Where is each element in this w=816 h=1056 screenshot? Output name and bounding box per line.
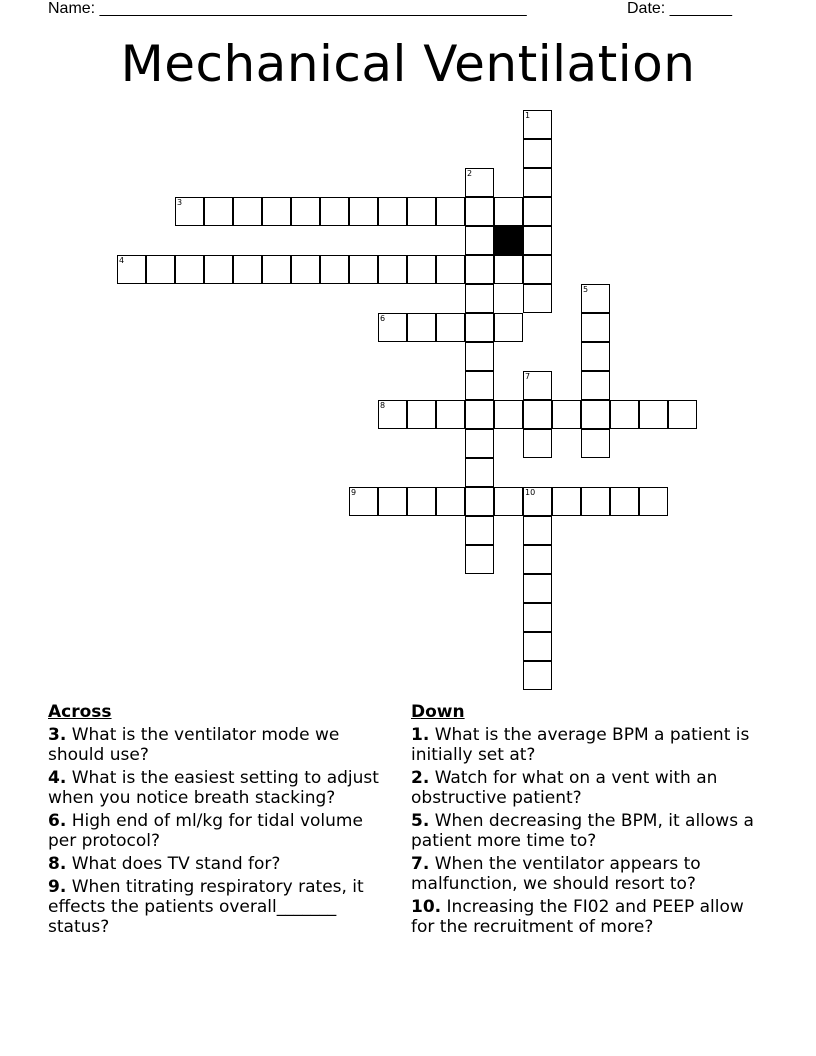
across-clues [48,702,388,940]
clue-number: 6. [48,811,67,831]
clue-text: Increasing the FI02 and PEEP allow for the recruitment of more? [411,897,744,937]
grid-cell[interactable] [552,400,581,429]
clue-number: 10. [411,897,442,917]
grid-cell[interactable] [320,255,349,284]
clue-text: High end of ml/kg for tidal volume per protocol? [48,811,363,851]
grid-cell[interactable] [523,516,552,545]
grid-cell[interactable] [465,168,494,197]
clue-number: 1. [411,725,430,745]
clue-text: When decreasing the BPM, it allows a patient more time to? [411,811,754,851]
grid-cell[interactable] [349,197,378,226]
name-field-label: Name: ________________________________________________ [48,0,527,17]
grid-cell[interactable] [668,400,697,429]
grid-cell[interactable] [523,226,552,255]
grid-cell[interactable] [581,284,610,313]
grid-cell[interactable] [378,400,407,429]
grid-cell[interactable] [494,487,523,516]
page-title: Mechanical Ventilation [120,35,696,93]
cell-number: 8 [380,401,386,410]
grid-cell[interactable] [117,255,146,284]
grid-cell[interactable] [465,429,494,458]
grid-cell[interactable] [436,197,465,226]
grid-cell[interactable] [523,110,552,139]
grid-cell[interactable] [436,487,465,516]
grid-cell[interactable] [233,255,262,284]
clue-text: What is the easiest setting to adjust when you notice breath stacking? [48,768,379,808]
down-heading: Down [411,702,465,722]
grid-cell[interactable] [494,400,523,429]
clue-text: What is the average BPM a patient is initially set at? [411,725,750,765]
grid-cell[interactable] [407,400,436,429]
grid-cell[interactable] [465,226,494,255]
grid-cell[interactable] [581,487,610,516]
grid-cell[interactable] [494,255,523,284]
grid-cell[interactable] [494,197,523,226]
cell-number: 4 [119,256,125,265]
across-heading: Across [48,702,112,722]
cell-number: 9 [351,488,357,497]
cell-number: 3 [177,198,183,207]
clue-text: When titrating respiratory rates, it effects the patients overall_______ status? [48,877,364,937]
grid-cell[interactable] [523,255,552,284]
grid-cell[interactable] [523,574,552,603]
grid-cell[interactable] [523,632,552,661]
grid-cell[interactable] [320,197,349,226]
grid-cell[interactable] [552,487,581,516]
grid-cell[interactable] [378,197,407,226]
grid-cell[interactable] [349,487,378,516]
grid-cell[interactable] [204,197,233,226]
grid-cell[interactable] [204,255,233,284]
grid-cell[interactable] [291,197,320,226]
grid-cell[interactable] [523,603,552,632]
grid-cell[interactable] [523,400,552,429]
clue-text: Watch for what on a vent with an obstructive patient? [411,768,718,808]
grid-cell[interactable] [436,313,465,342]
grid-cell[interactable] [581,371,610,400]
grid-cell[interactable] [378,255,407,284]
clue-down-7 [411,854,761,894]
clue-across-3 [48,725,388,765]
grid-cell[interactable] [465,516,494,545]
grid-cell[interactable] [523,487,552,516]
grid-cell[interactable] [523,168,552,197]
clue-number: 2. [411,768,430,788]
grid-cell[interactable] [378,313,407,342]
clue-across-8 [48,854,388,874]
grid-cell[interactable] [233,197,262,226]
grid-cell[interactable] [262,197,291,226]
grid-cell[interactable] [407,487,436,516]
grid-cell[interactable] [465,342,494,371]
cell-number: 5 [583,285,589,294]
grid-cell[interactable] [465,400,494,429]
grid-cell[interactable] [610,487,639,516]
grid-cell[interactable] [523,661,552,690]
clue-text: What is the ventilator mode we should use? [48,725,340,765]
grid-cell[interactable] [291,255,320,284]
down-clues [411,702,761,940]
clue-number: 9. [48,877,67,897]
clue-down-10 [411,897,761,937]
clue-number: 3. [48,725,67,745]
cell-number: 1 [525,111,531,120]
grid-cell[interactable] [436,255,465,284]
cell-number: 6 [380,314,386,323]
grid-cell[interactable] [349,255,378,284]
grid-cell[interactable] [581,429,610,458]
clue-across-9 [48,877,388,937]
clue-across-6 [48,811,388,851]
date-field-label: Date: _______ [627,0,732,17]
clue-number: 5. [411,811,430,831]
grid-cell[interactable] [639,487,668,516]
grid-cell[interactable] [523,139,552,168]
clue-down-5 [411,811,761,851]
grid-cell[interactable] [175,197,204,226]
clue-number: 8. [48,854,67,874]
grid-cell[interactable] [436,400,465,429]
clue-down-1 [411,725,761,765]
grid-cell[interactable] [523,429,552,458]
cell-number: 7 [525,372,531,381]
grid-cell[interactable] [378,487,407,516]
grid-cell[interactable] [262,255,291,284]
clue-text: When the ventilator appears to malfunction, we should resort to? [411,854,701,894]
grid-cell[interactable] [465,487,494,516]
grid-cell[interactable] [581,342,610,371]
clue-down-2 [411,768,761,808]
grid-cell[interactable] [465,255,494,284]
grid-cell[interactable] [581,400,610,429]
grid-cell[interactable] [639,400,668,429]
grid-cell[interactable] [175,255,204,284]
grid-cell[interactable] [523,545,552,574]
grid-cell[interactable] [581,313,610,342]
grid-cell[interactable] [465,284,494,313]
grid-cell[interactable] [465,313,494,342]
clue-text: What does TV stand for? [71,854,281,874]
grid-cell[interactable] [465,197,494,226]
grid-cell[interactable] [610,400,639,429]
grid-cell[interactable] [523,284,552,313]
grid-cell[interactable] [523,371,552,400]
cell-number: 10 [525,488,536,497]
grid-cell[interactable] [465,371,494,400]
clue-number: 7. [411,854,430,874]
grid-cell[interactable] [494,313,523,342]
grid-block [494,226,523,255]
grid-cell[interactable] [407,197,436,226]
clue-across-4 [48,768,388,808]
grid-cell[interactable] [146,255,175,284]
grid-cell[interactable] [407,313,436,342]
grid-cell[interactable] [407,255,436,284]
grid-cell[interactable] [465,545,494,574]
clue-number: 4. [48,768,67,788]
cell-number: 2 [467,169,473,178]
grid-cell[interactable] [523,197,552,226]
grid-cell[interactable] [465,458,494,487]
